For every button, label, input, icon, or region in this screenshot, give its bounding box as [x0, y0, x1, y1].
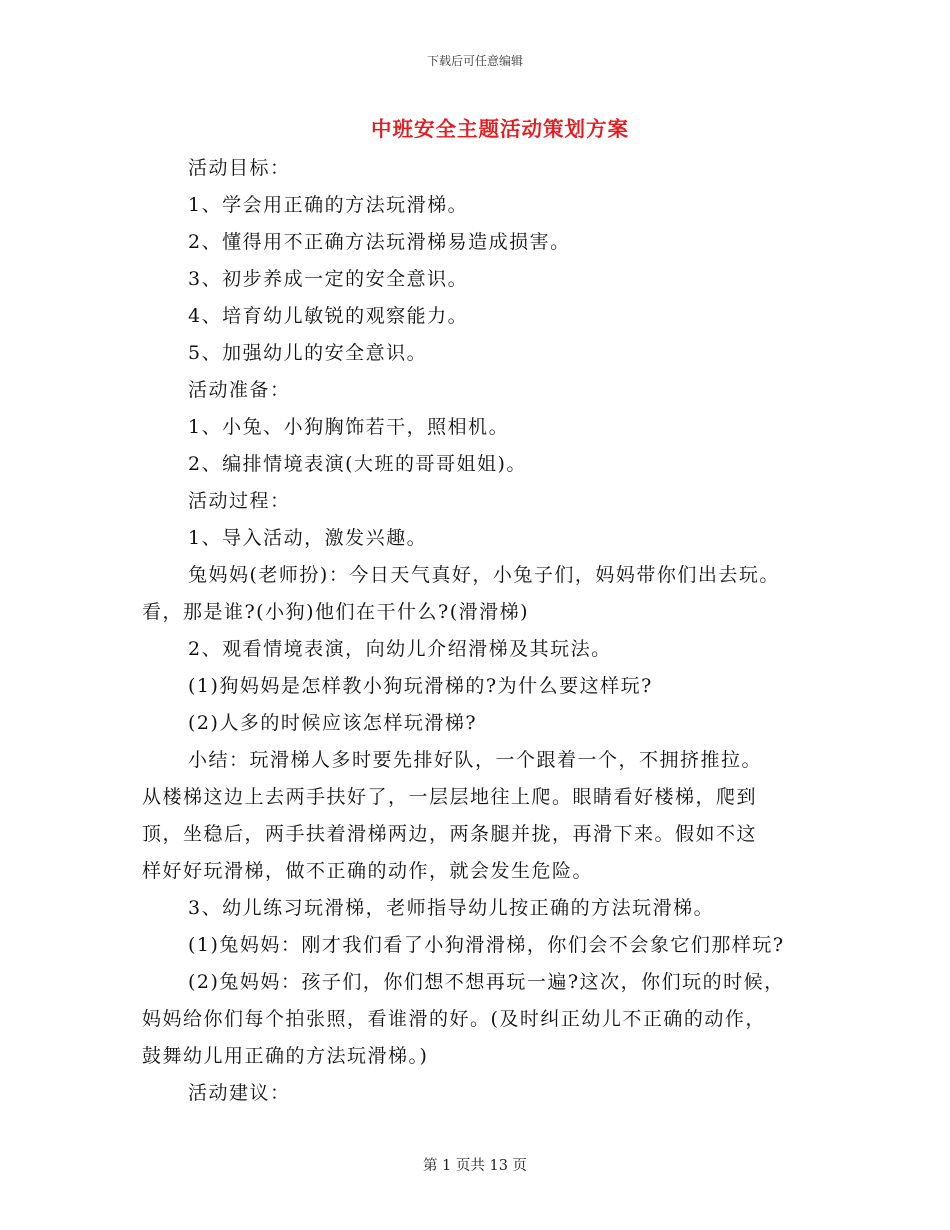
summary-line: 样好好玩滑梯，做不正确的动作，就会发生危险。	[142, 860, 594, 882]
goal-item: 4、培育幼儿敏锐的观察能力。	[188, 305, 469, 327]
document-body	[142, 150, 832, 1112]
process-substep: (2)人多的时候应该怎样玩滑梯?	[188, 712, 478, 734]
process-substep: (2)兔妈妈：孩子们，你们想不想再玩一遍?这次，你们玩的时候，	[188, 971, 785, 993]
paragraph-line: 兔妈妈(老师扮)：今日天气真好，小兔子们，妈妈带你们出去玩。	[188, 564, 780, 586]
summary-line: 小结：玩滑梯人多时要先排好队，一个跟着一个，不拥挤推拉。	[188, 749, 763, 771]
process-step: 2、观看情境表演，向幼儿介绍滑梯及其玩法。	[188, 638, 612, 660]
process-substep: (1)兔妈妈：刚才我们看了小狗滑滑梯，你们会不会象它们那样玩?	[188, 934, 785, 956]
process-step: 1、导入活动，激发兴趣。	[188, 527, 428, 549]
paragraph-line: 看，那是谁?(小狗)他们在干什么?(滑滑梯)	[142, 601, 530, 623]
document-title: 中班安全主题活动策划方案	[371, 117, 629, 141]
preparation-item: 2、编排情境表演(大班的哥哥姐姐)。	[188, 453, 527, 475]
page-number-indicator: 第 1 页共 13 页	[422, 1158, 528, 1174]
section-heading-suggestions: 活动建议：	[188, 1082, 291, 1104]
section-heading-process: 活动过程：	[188, 490, 291, 512]
paragraph-line: 鼓舞幼儿用正确的方法玩滑梯。)	[142, 1045, 429, 1067]
summary-line: 从楼梯这边上去两手扶好了，一层层地往上爬。眼睛看好楼梯，爬到	[142, 786, 758, 808]
goal-item: 2、懂得用不正确方法玩滑梯易造成损害。	[188, 231, 571, 253]
paragraph-line: 妈妈给你们每个拍张照，看谁滑的好。(及时纠正幼儿不正确的动作，	[142, 1008, 766, 1030]
page-header-note: 下载后可任意编辑	[426, 54, 523, 68]
process-step: 3、幼儿练习玩滑梯，老师指导幼儿按正确的方法玩滑梯。	[188, 897, 715, 919]
preparation-item: 1、小兔、小狗胸饰若干，照相机。	[188, 416, 510, 438]
goal-item: 1、学会用正确的方法玩滑梯。	[188, 194, 469, 216]
section-heading-goals: 活动目标：	[188, 157, 291, 179]
goal-item: 3、初步养成一定的安全意识。	[188, 268, 469, 290]
goal-item: 5、加强幼儿的安全意识。	[188, 342, 428, 364]
summary-line: 顶，坐稳后，两手扶着滑梯两边，两条腿并拢，再滑下来。假如不这	[142, 823, 758, 845]
process-substep: (1)狗妈妈是怎样教小狗玩滑梯的?为什么要这样玩?	[188, 675, 653, 697]
section-heading-preparation: 活动准备：	[188, 379, 291, 401]
